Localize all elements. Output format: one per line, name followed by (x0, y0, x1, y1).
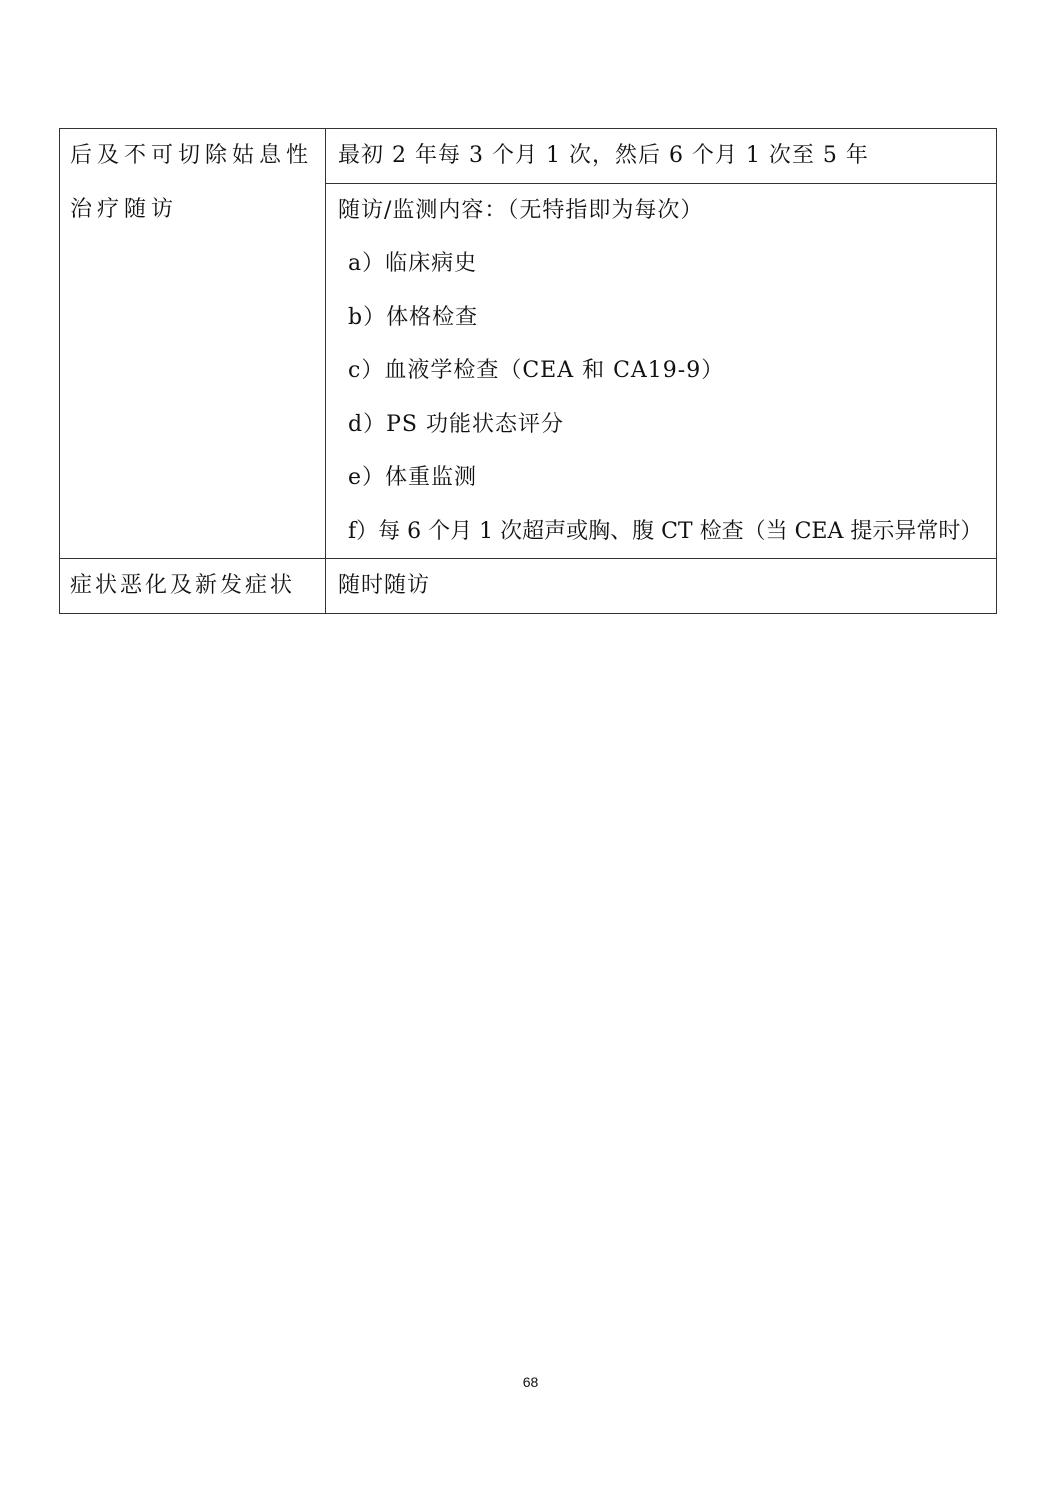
schedule-cell (326, 129, 997, 184)
content-cell (326, 183, 997, 559)
stage-label-line-1: 后及不可切除姑息性 (70, 143, 314, 168)
symptom-followup-text: 随时随访 (338, 573, 431, 598)
list-item: d）PS 功能状态评分 (348, 411, 564, 437)
list-item: c）血液学检查（CEA 和 CA19-9） (348, 358, 725, 383)
schedule-text: 最初 2 年每 3 个月 1 次，然后 6 个月 1 次至 5 年 (338, 143, 869, 168)
symptom-followup-cell (326, 559, 997, 614)
content-title: 随访/监测内容：（无特指即为每次） (338, 197, 704, 223)
stage-cell (60, 129, 326, 559)
table-row (60, 129, 997, 184)
table-row (60, 559, 997, 614)
list-item: b）体格检查 (348, 304, 479, 330)
follow-up-table (59, 128, 997, 614)
list-item: a）临床病史 (348, 251, 478, 276)
symptom-cell (60, 559, 326, 614)
stage-label-line-2: 治疗随访 (70, 196, 179, 222)
page-number: 68 (522, 1374, 539, 1390)
symptom-label: 症状恶化及新发症状 (70, 573, 296, 598)
list-item: f）每 6 个月 1 次超声或胸、腹 CT 检查（当 CEA 提示异常时） (348, 518, 983, 544)
list-item: e）体重监测 (348, 465, 478, 490)
